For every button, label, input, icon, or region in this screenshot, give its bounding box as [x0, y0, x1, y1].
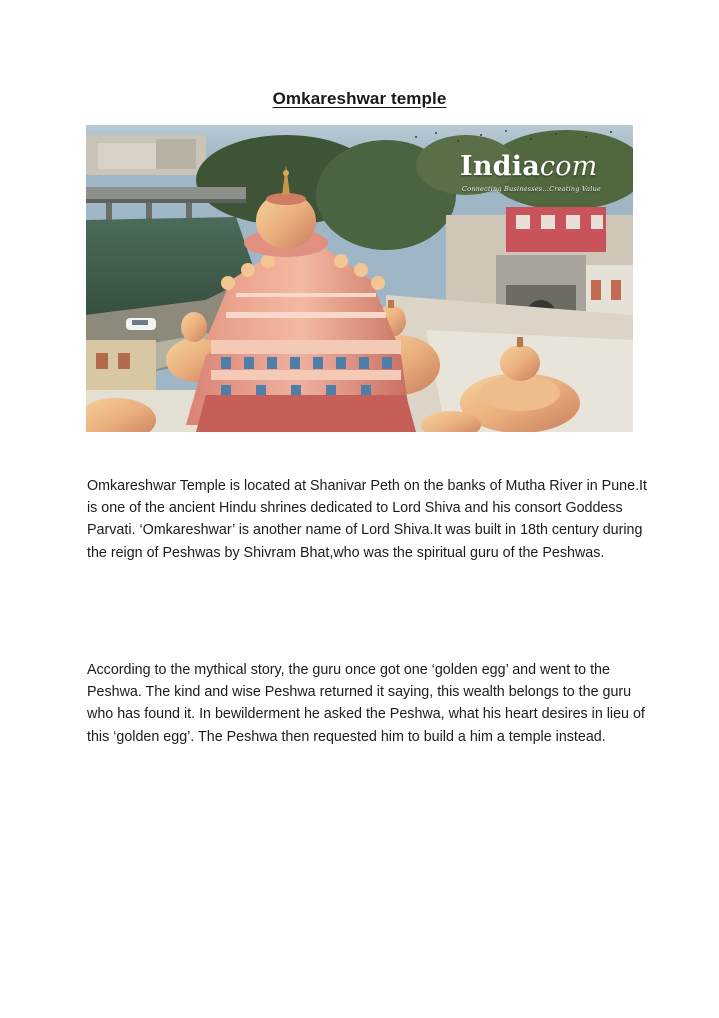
- page-title: Omkareshwar temple: [272, 89, 447, 108]
- temple-photo: [86, 125, 633, 432]
- watermark-tagline: Connecting Businesses...Creating Value: [462, 185, 601, 193]
- watermark-brand-suffix: com: [539, 151, 598, 182]
- watermark-brand: India: [460, 151, 540, 182]
- paragraph-location: Omkareshwar Temple is located at Shanivar Peth on the banks of Mutha River in Pune.It is one of the ancient Hindu shrines dedicated to Lord Shiva and his consort Goddess Parvati. ‘Omkareshwar’ is another name of Lord Shiva.It was built in 18th century during the reign of Peshwas by Shivram Bhat,who was the spiritual guru of the Peshwas.: [87, 478, 647, 561]
- watermark-logo: [460, 153, 597, 180]
- paragraph-legend: According to the mythical story, the guru once got one ‘golden egg’ and went to the Peshwa. The kind and wise Peshwa returned it saying, this wealth belongs to the guru who has found it. In bewilderment he asked the Peshwa, what his heart desires in lieu of this ‘golden egg’. The Peshwa then requested him to build a him a temple instead.: [87, 662, 645, 745]
